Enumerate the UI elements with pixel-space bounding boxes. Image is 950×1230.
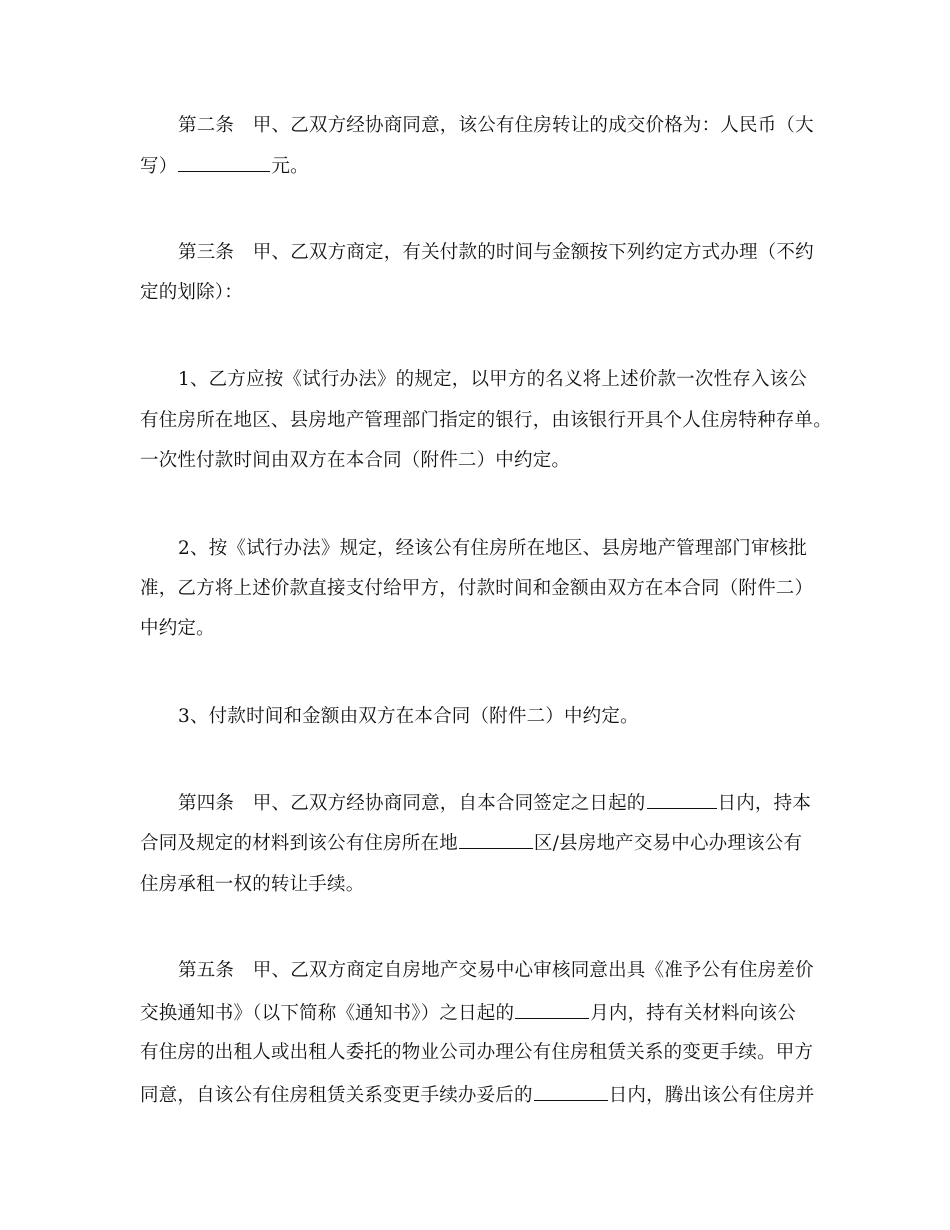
text-line <box>140 1000 796 1027</box>
fill-in-blank[interactable] <box>647 790 717 809</box>
text-segment: 区/县房地产交易中心办理该公有 <box>533 833 803 854</box>
text-segment: 准，乙方将上述价款直接支付给甲方，付款时间和金额由双方在本合同（附件二） <box>140 578 814 599</box>
text-segment: 有住房所在地区、县房地产管理部门指定的银行，由该银行开具个人住房特种存单。 <box>140 410 832 431</box>
text-segment: 第五条 甲、乙双方商定自房地产交易中心审核同意出具《准予公有住房差价 <box>178 960 814 981</box>
text-line <box>178 367 807 393</box>
text-segment: 3、付款时间和金额由双方在本合同（附件二）中约定。 <box>178 706 639 727</box>
text-segment: 交换通知书》（以下简称《通知书》）之日起的 <box>140 1003 515 1024</box>
text-line <box>140 280 243 306</box>
text-segment: 日内，持本 <box>717 793 812 814</box>
text-line <box>140 1040 813 1066</box>
text-line <box>178 958 814 984</box>
text-line <box>140 448 570 474</box>
text-segment: 合同及规定的材料到该公有住房所在地 <box>140 833 458 854</box>
text-segment: 第三条 甲、乙双方商定，有关付款的时间与金额按下列约定方式办理（不约 <box>178 242 814 263</box>
text-segment: 2、按《试行办法》规定，经该公有住房所在地区、县房地产管理部门审核批 <box>178 538 808 559</box>
text-segment: 写） <box>140 156 178 177</box>
fill-in-blank[interactable] <box>515 1000 589 1019</box>
text-line <box>178 113 814 139</box>
text-segment: 有住房的出租人或出租人委托的物业公司办理公有住房租赁关系的变更手续。甲方 <box>140 1042 814 1063</box>
text-line <box>140 1082 814 1109</box>
fill-in-blank[interactable] <box>178 153 270 172</box>
text-line <box>140 576 813 602</box>
text-segment: 定的划除）： <box>140 282 243 303</box>
text-line <box>140 408 832 434</box>
text-segment: 元。 <box>271 156 309 177</box>
text-line <box>178 240 814 266</box>
fill-in-blank[interactable] <box>459 830 533 849</box>
fill-in-blank[interactable] <box>534 1082 608 1101</box>
text-segment: 第四条 甲、乙双方经协商同意，自本合同签定之日起的 <box>178 793 646 814</box>
text-line <box>178 536 807 562</box>
text-segment: 第二条 甲、乙双方经协商同意，该公有住房转让的成交价格为：人民币（大 <box>178 115 814 136</box>
text-segment: 同意，自该公有住房租赁关系变更手续办妥后的 <box>140 1085 533 1106</box>
text-segment: 日内，腾出该公有住房并 <box>608 1085 815 1106</box>
text-segment: 中约定。 <box>140 618 215 639</box>
text-segment: 1、乙方应按《试行办法》的规定，以甲方的名义将上述价款一次性存入该公 <box>178 369 808 390</box>
text-segment: 住房承租一权的转让手续。 <box>140 874 365 895</box>
text-line <box>140 616 215 642</box>
text-segment: 一次性付款时间由双方在本合同（附件二）中约定。 <box>140 450 571 471</box>
text-line <box>140 872 364 898</box>
text-line <box>140 153 309 180</box>
text-line <box>140 830 802 857</box>
text-line <box>178 704 639 730</box>
text-segment: 月内，持有关材料向该公 <box>590 1003 796 1024</box>
text-line <box>178 790 811 817</box>
